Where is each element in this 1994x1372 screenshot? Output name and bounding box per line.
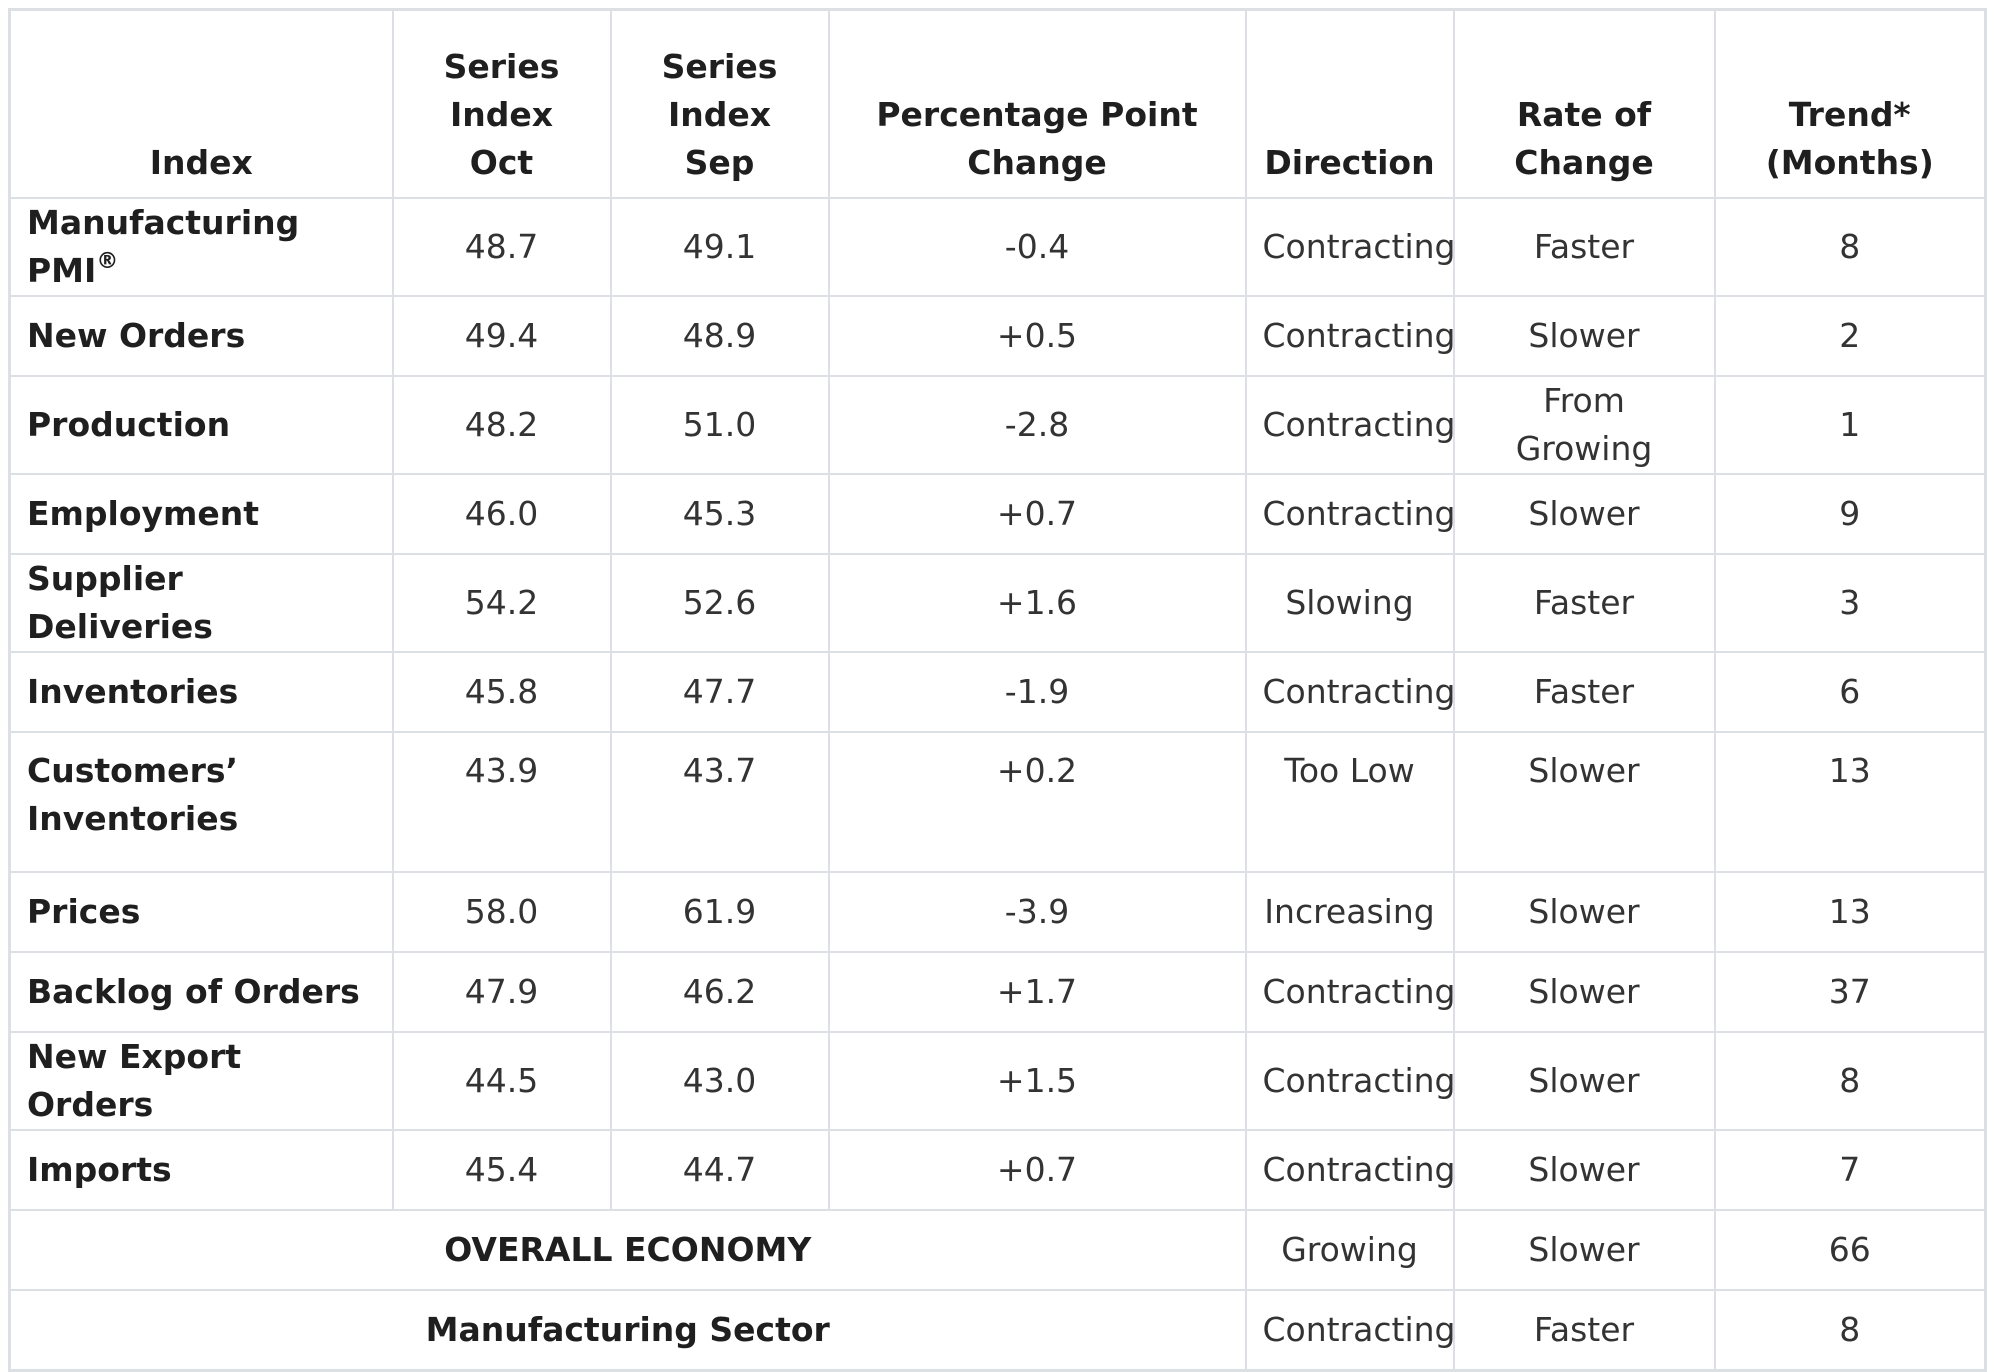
cell-direction: Contracting — [1246, 296, 1454, 376]
pmi-index-table — [8, 8, 1987, 1372]
cell-rate: Faster — [1454, 652, 1715, 732]
cell-trend: 8 — [1715, 198, 1986, 296]
cell-trend: 1 — [1715, 376, 1986, 474]
cell-trend: 2 — [1715, 296, 1986, 376]
cell-trend: 37 — [1715, 952, 1986, 1032]
cell-change: +0.2 — [829, 732, 1246, 872]
cell-direction: Contracting — [1246, 474, 1454, 554]
table-row — [10, 296, 1986, 376]
cell-sep: 43.0 — [611, 1032, 829, 1130]
cell-sep: 61.9 — [611, 872, 829, 952]
cell-oct: 58.0 — [393, 872, 611, 952]
cell-change: -0.4 — [829, 198, 1246, 296]
row-index-name: Prices — [10, 872, 393, 952]
cell-change: +1.6 — [829, 554, 1246, 652]
header-series-index-sep: Series Index Sep — [611, 10, 829, 199]
cell-direction: Contracting — [1246, 376, 1454, 474]
cell-direction: Contracting — [1246, 1290, 1454, 1371]
cell-oct: 45.8 — [393, 652, 611, 732]
cell-rate: Faster — [1454, 1290, 1715, 1371]
table-row — [10, 872, 1986, 952]
cell-sep: 51.0 — [611, 376, 829, 474]
cell-oct: 49.4 — [393, 296, 611, 376]
summary-row-manufacturing-sector — [10, 1290, 1986, 1371]
cell-rate: From Growing — [1454, 376, 1715, 474]
cell-sep: 47.7 — [611, 652, 829, 732]
cell-oct: 48.2 — [393, 376, 611, 474]
cell-oct: 54.2 — [393, 554, 611, 652]
cell-trend: 66 — [1715, 1210, 1986, 1290]
table-row — [10, 376, 1986, 474]
table-row — [10, 1130, 1986, 1210]
table-row — [10, 554, 1986, 652]
cell-direction: Contracting — [1246, 652, 1454, 732]
table-row — [10, 652, 1986, 732]
table-row — [10, 732, 1986, 872]
cell-rate: Slower — [1454, 1210, 1715, 1290]
cell-trend: 13 — [1715, 872, 1986, 952]
cell-direction: Contracting — [1246, 1130, 1454, 1210]
cell-change: -1.9 — [829, 652, 1246, 732]
cell-change: +1.5 — [829, 1032, 1246, 1130]
cell-trend: 8 — [1715, 1032, 1986, 1130]
cell-rate: Slower — [1454, 1032, 1715, 1130]
cell-change: -3.9 — [829, 872, 1246, 952]
row-index-name: Backlog of Orders — [10, 952, 393, 1032]
cell-change: +1.7 — [829, 952, 1246, 1032]
header-row — [10, 10, 1986, 199]
cell-oct: 43.9 — [393, 732, 611, 872]
table-row — [10, 952, 1986, 1032]
cell-sep: 45.3 — [611, 474, 829, 554]
row-index-name: Customers’ Inventories — [10, 732, 393, 872]
cell-trend: 8 — [1715, 1290, 1986, 1371]
header-series-index-oct: Series Index Oct — [393, 10, 611, 199]
row-index-name: Production — [10, 376, 393, 474]
cell-direction: Slowing — [1246, 554, 1454, 652]
cell-sep: 49.1 — [611, 198, 829, 296]
header-rate-of-change: Rate of Change — [1454, 10, 1715, 199]
cell-trend: 3 — [1715, 554, 1986, 652]
cell-sep: 48.9 — [611, 296, 829, 376]
cell-rate: Slower — [1454, 872, 1715, 952]
cell-sep: 43.7 — [611, 732, 829, 872]
cell-sep: 44.7 — [611, 1130, 829, 1210]
cell-change: +0.7 — [829, 474, 1246, 554]
cell-rate: Slower — [1454, 474, 1715, 554]
cell-direction: Contracting — [1246, 1032, 1454, 1130]
cell-rate: Slower — [1454, 732, 1715, 872]
registered-mark: ® — [96, 249, 119, 274]
row-index-name: Supplier Deliveries — [10, 554, 393, 652]
cell-trend: 9 — [1715, 474, 1986, 554]
cell-change: +0.7 — [829, 1130, 1246, 1210]
cell-change: +0.5 — [829, 296, 1246, 376]
cell-trend: 13 — [1715, 732, 1986, 872]
row-index-name: New Orders — [10, 296, 393, 376]
table-row — [10, 198, 1986, 296]
header-percentage-point-change: Percentage Point Change — [829, 10, 1246, 199]
cell-rate: Faster — [1454, 198, 1715, 296]
cell-direction: Contracting — [1246, 198, 1454, 296]
cell-direction: Too Low — [1246, 732, 1454, 872]
cell-oct: 45.4 — [393, 1130, 611, 1210]
table-row — [10, 1032, 1986, 1130]
row-index-label: Manufacturing PMI — [27, 203, 300, 290]
cell-rate: Slower — [1454, 952, 1715, 1032]
row-index-name: Employment — [10, 474, 393, 554]
cell-sep: 52.6 — [611, 554, 829, 652]
summary-label: Manufacturing Sector — [10, 1290, 1246, 1371]
row-index-name: Imports — [10, 1130, 393, 1210]
cell-rate: Slower — [1454, 1130, 1715, 1210]
cell-sep: 46.2 — [611, 952, 829, 1032]
header-direction: Direction — [1246, 10, 1454, 199]
row-index-name: Inventories — [10, 652, 393, 732]
cell-oct: 46.0 — [393, 474, 611, 554]
cell-oct: 48.7 — [393, 198, 611, 296]
summary-label: OVERALL ECONOMY — [10, 1210, 1246, 1290]
cell-direction: Increasing — [1246, 872, 1454, 952]
cell-oct: 47.9 — [393, 952, 611, 1032]
header-trend-months: Trend* (Months) — [1715, 10, 1986, 199]
cell-direction: Contracting — [1246, 952, 1454, 1032]
summary-row-overall-economy — [10, 1210, 1986, 1290]
header-index: Index — [10, 10, 393, 199]
table-row — [10, 474, 1986, 554]
cell-change: -2.8 — [829, 376, 1246, 474]
cell-rate: Slower — [1454, 296, 1715, 376]
row-index-name: New Export Orders — [10, 1032, 393, 1130]
row-index-name — [10, 198, 393, 296]
cell-trend: 6 — [1715, 652, 1986, 732]
cell-rate: Faster — [1454, 554, 1715, 652]
cell-direction: Growing — [1246, 1210, 1454, 1290]
cell-trend: 7 — [1715, 1130, 1986, 1210]
cell-oct: 44.5 — [393, 1032, 611, 1130]
